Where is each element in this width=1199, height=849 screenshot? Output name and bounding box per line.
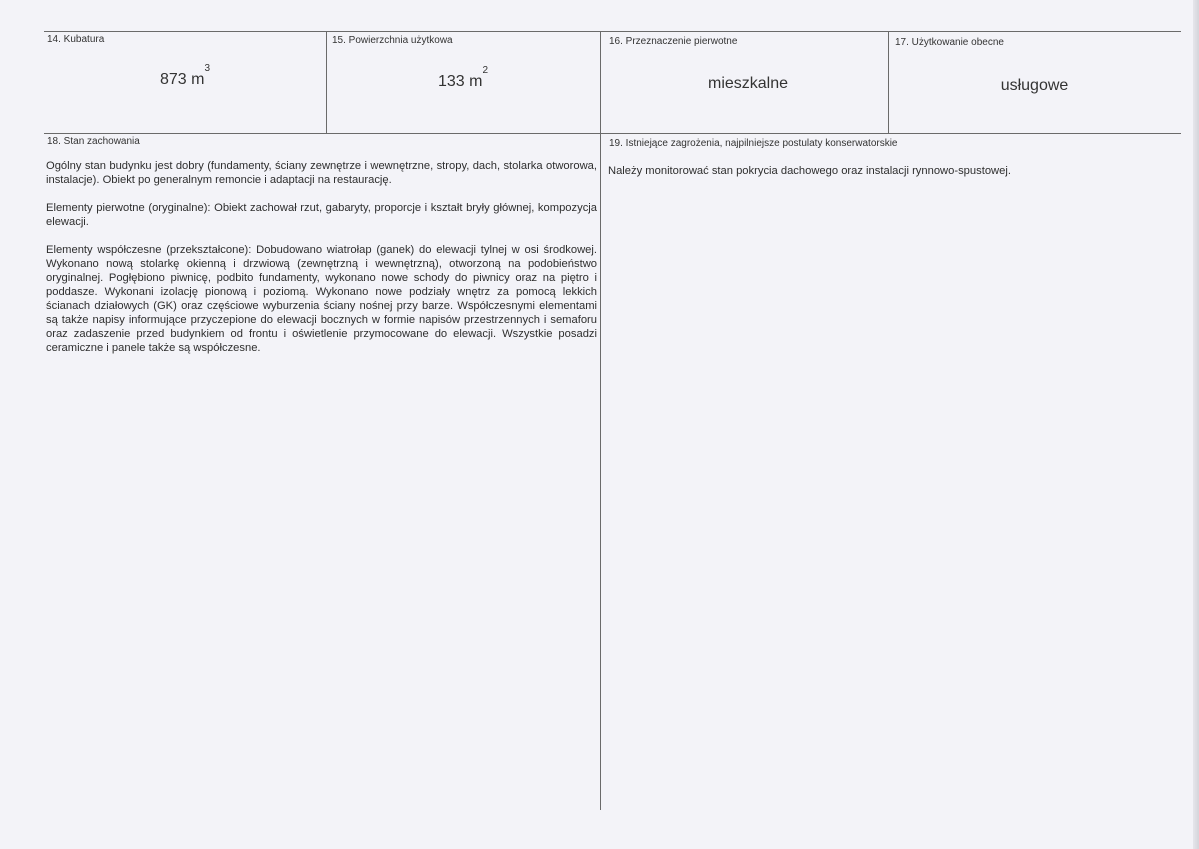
stan-paragraph-2: Elementy pierwotne (oryginalne): Obiekt zachował rzut, gabaryty, proporcje i kształt bryły głównej, kompozycja elewacji. [46, 202, 597, 228]
powierzchnia-value: 133 $m^2$ [437, 65, 489, 90]
stan-paragraph-1: Ogólny stan budynku jest dobry (fundamenty, ściany zewnętrze i wewnętrzne, stropy, dach, stolarka otworowa, instalacje). Obiekt po generalnym remoncie i adaptacji na restaurację. [46, 160, 597, 186]
uzytkowanie-label: 17. Użytkowanie obecne [895, 37, 1004, 48]
stan-zachowania-text [46, 159, 597, 369]
row-divider [44, 133, 1181, 134]
powierzchnia-label: 15. Powierzchnia użytkowa [332, 35, 453, 46]
kubatura-value: 873 $m^3$ [159, 63, 211, 88]
kubatura-label: 14. Kubatura [47, 34, 105, 45]
uzytkowanie-value: usługowe [1000, 77, 1069, 94]
zagrozenia-text: Należy monitorować stan pokrycia dachowego oraz instalacji rynnowo-spustowej. [608, 165, 1011, 177]
zagrozenia-label: 19. Istniejące zagrożenia, najpilniejsze postulaty konserwatorskie [609, 138, 898, 149]
top-border [44, 31, 1181, 32]
stan-paragraph-3: Elementy współczesne (przekształcone): Dobudowano wiatrołap (ganek) do elewacji tylnej w osi środkowej. Wykonano nową stolarkę okienną i drzwiową (zewnętrzną i wewnętrzną), otworzoną na podobieństwo oryginalnej. Pogłębiono piwnicę, podbito fundamenty, wykonano nowe schody do piwnicy oraz na piętro i poddasze. Wykonani izolację pionową i poziomą. Wykonano nowe podziały wnętrz za pomocą lekkich ścianach działowych (GK) oraz częściowe wyburzenia ściany nośnej przy barze. Współczesnymi elementami są także napisy informujące przyczepione do elewacji bocznych w formie napisów przestrzennych i semaforu oraz zadaszenie przed budynkiem od frontu i oświetlenie przymocowane do elewacji. Wszystkie posadzi ceramiczne i panele także są współczesne. [46, 244, 597, 354]
paper-edge [1193, 0, 1199, 849]
przeznaczenie-label: 16. Przeznaczenie pierwotne [609, 36, 738, 47]
col-divider-main [600, 31, 601, 810]
przeznaczenie-value: mieszkalne [707, 75, 789, 92]
stan-zachowania-label: 18. Stan zachowania [47, 136, 140, 147]
